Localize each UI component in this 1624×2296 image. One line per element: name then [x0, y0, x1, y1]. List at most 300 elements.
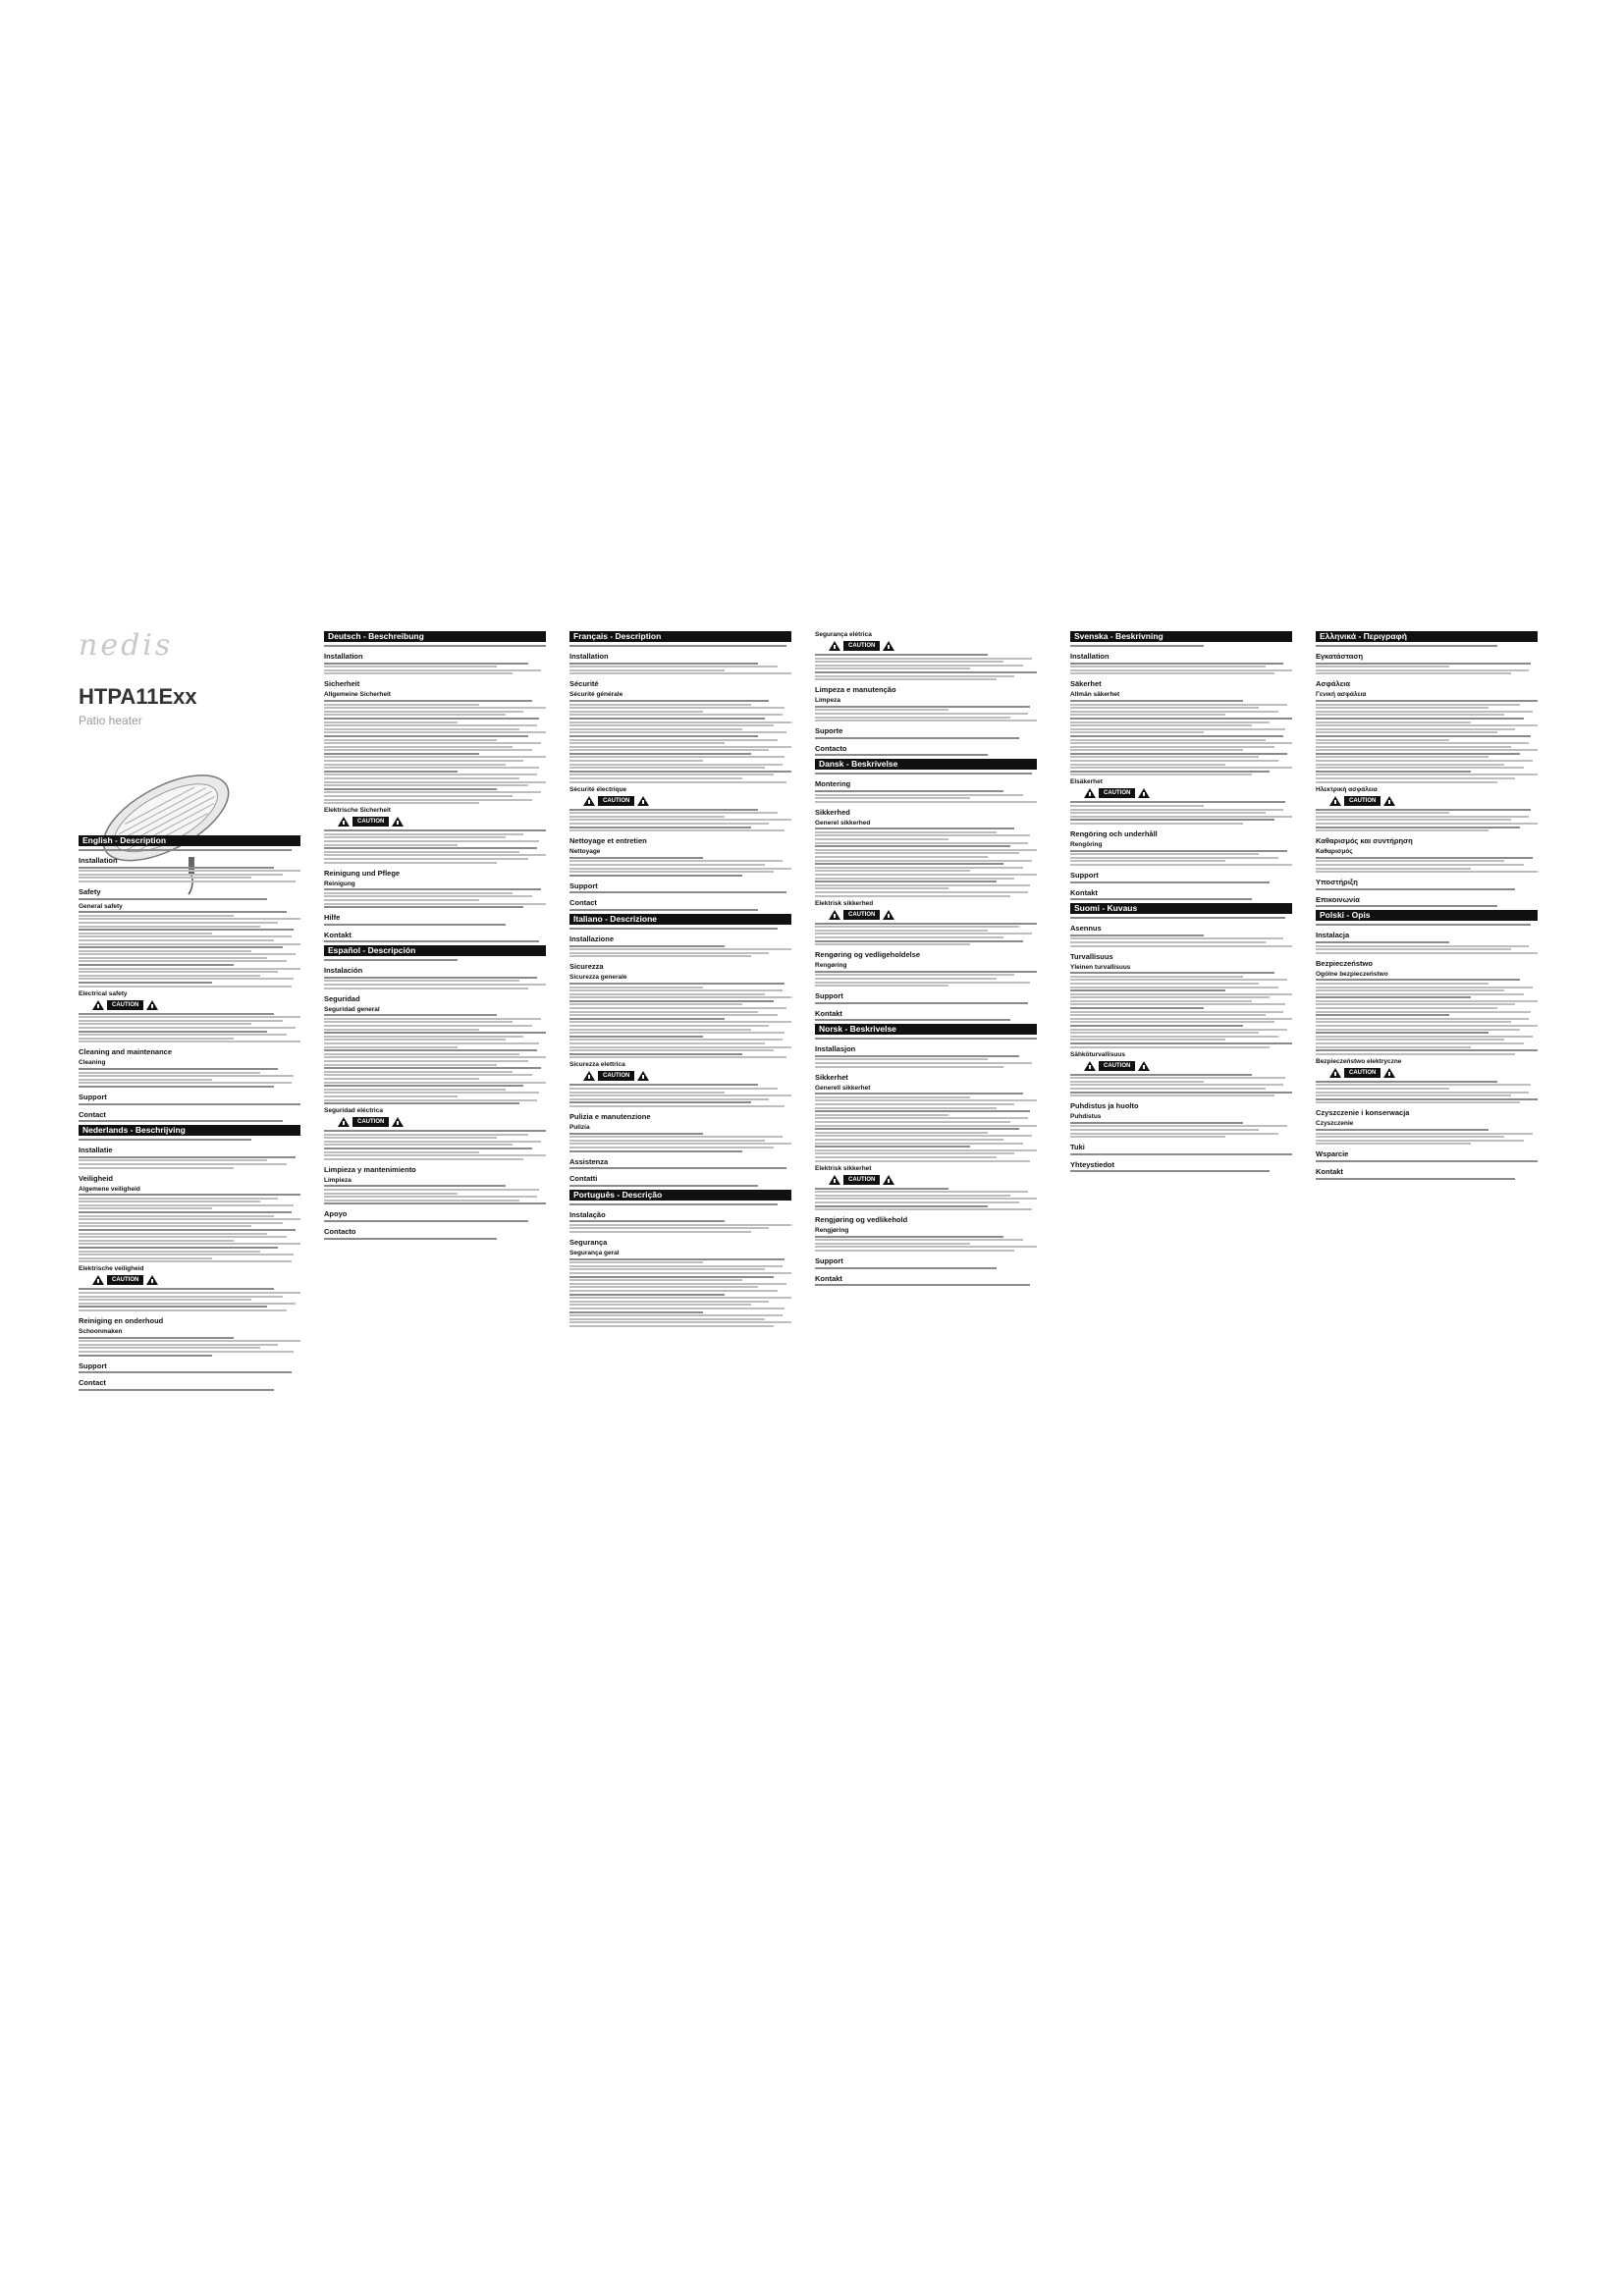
text-line: [569, 1318, 765, 1320]
text-line: [1316, 774, 1538, 775]
language-header-bar: Português - Descrição: [569, 1190, 791, 1201]
section-subheading: Pulizia: [569, 1123, 590, 1131]
section-heading: Instalação: [569, 1209, 606, 1219]
text-line: [1070, 972, 1274, 974]
text-line: [1070, 700, 1243, 702]
text-line: [324, 795, 513, 797]
language-section: [1316, 910, 1538, 1179]
section-heading: Support: [79, 1361, 107, 1370]
text-line: [569, 731, 786, 733]
text-line: [1070, 937, 1283, 939]
text-line: [1070, 707, 1259, 709]
text-line: [324, 1074, 532, 1076]
text-line: [324, 799, 532, 801]
section-heading: Kontakt: [815, 1008, 842, 1018]
text-line: [815, 1093, 1023, 1095]
text-line: [815, 1188, 948, 1190]
text-line: [1316, 1049, 1538, 1051]
text-line: [1316, 1129, 1489, 1131]
section-subheading: Reinigung: [324, 880, 355, 887]
text-line: [569, 948, 791, 950]
language-header-bar: Español - Descripción: [324, 945, 546, 956]
language-section: [569, 914, 791, 1187]
text-line: [79, 935, 292, 937]
text-line: [1070, 996, 1270, 998]
text-line: [324, 1102, 519, 1104]
text-line: [815, 1149, 1037, 1151]
caution-warning: [1329, 1068, 1538, 1078]
text-line: [1316, 1095, 1511, 1096]
text-line: [79, 960, 287, 962]
text-line: [815, 860, 1032, 862]
caution-label: CAUTION: [843, 910, 880, 920]
text-line: [1070, 976, 1243, 978]
text-line: [1070, 672, 1274, 674]
text-line: [79, 881, 296, 882]
text-line: [569, 1098, 769, 1100]
text-line: [569, 774, 774, 775]
text-line: [1070, 983, 1259, 985]
text-line: [569, 1279, 742, 1281]
text-line: [569, 1227, 769, 1229]
section-heading: Yhteystiedot: [1070, 1159, 1115, 1169]
section-heading: Limpeza e manutenção: [815, 685, 896, 695]
text-line: [1070, 753, 1287, 755]
section-heading: Contacto: [324, 1227, 356, 1236]
text-line: [1070, 1084, 1283, 1086]
text-line: [1316, 829, 1489, 831]
text-line: [569, 989, 783, 991]
text-line: [324, 1046, 458, 1048]
text-line: [324, 1193, 458, 1195]
section-heading: Reiniging en onderhoud: [79, 1315, 164, 1325]
text-line: [815, 1156, 997, 1158]
text-line: [815, 849, 1037, 851]
text-line: [79, 1082, 292, 1084]
text-line: [324, 802, 479, 804]
section-subheading: Elektrische Sicherheit: [324, 807, 391, 815]
text-line: [1070, 1081, 1204, 1083]
text-line: [815, 1114, 948, 1116]
text-line: [1316, 704, 1520, 706]
text-column-2: [324, 628, 546, 1241]
text-line: [569, 760, 703, 762]
text-line: [1316, 707, 1489, 709]
text-line: [1316, 827, 1520, 828]
text-line: [1316, 718, 1524, 720]
text-line: [79, 1086, 274, 1088]
text-line: [324, 700, 532, 702]
text-line: [324, 840, 539, 842]
text-line: [79, 943, 300, 945]
text-line: [1070, 898, 1252, 900]
section-heading: Segurança: [569, 1238, 608, 1248]
section-heading: Contact: [79, 1109, 106, 1119]
text-line: [569, 1167, 786, 1169]
text-line: [569, 1105, 785, 1107]
section-heading: Asennus: [1070, 924, 1102, 934]
text-line: [79, 1222, 283, 1224]
text-line: [324, 984, 546, 986]
text-line: [569, 663, 758, 665]
text-line: [569, 1136, 783, 1138]
text-line: [324, 851, 519, 853]
text-line: [1070, 1039, 1225, 1041]
text-line: [569, 1000, 774, 1002]
text-line: [324, 1200, 519, 1201]
text-line: [815, 665, 1023, 667]
text-line: [569, 1007, 786, 1009]
text-line: [79, 911, 287, 913]
text-line: [569, 1046, 791, 1048]
text-line: [1316, 979, 1520, 981]
section-heading: Reinigung und Pflege: [324, 868, 401, 878]
warning-triangle-icon: [1084, 1061, 1096, 1071]
text-line: [324, 1071, 513, 1073]
language-header-bar: Suomi - Kuvaus: [1070, 903, 1292, 914]
text-line: [569, 666, 778, 667]
caution-label: CAUTION: [107, 1275, 143, 1285]
text-line: [1070, 1011, 1283, 1013]
text-line: [79, 953, 296, 955]
text-line: [79, 1156, 296, 1158]
text-line: [1070, 760, 1278, 762]
language-header-bar: Norsk - Beskrivelse: [815, 1024, 1037, 1035]
section-heading: Sicurezza: [569, 962, 604, 972]
text-line: [1070, 1074, 1252, 1076]
text-line: [569, 955, 751, 957]
text-line: [1070, 917, 1285, 919]
text-line: [815, 1250, 1014, 1252]
text-line: [569, 714, 783, 716]
text-line: [1316, 924, 1531, 926]
section-subheading: Rengøring: [815, 962, 847, 970]
caution-warning: [583, 1071, 791, 1081]
text-line: [324, 1042, 539, 1044]
text-line: [79, 1351, 294, 1353]
text-line: [1316, 1011, 1531, 1013]
text-line: [324, 1082, 546, 1084]
text-line: [815, 985, 948, 987]
text-line: [79, 1355, 212, 1357]
language-section: [815, 631, 1037, 756]
text-line: [815, 1110, 1030, 1112]
language-header-bar: Deutsch - Beschreibung: [324, 631, 546, 642]
text-line: [324, 844, 458, 846]
text-line: [815, 1107, 997, 1109]
text-line: [569, 753, 751, 755]
section-subheading: Segurança geral: [569, 1250, 620, 1257]
text-line: [324, 1036, 523, 1038]
text-line: [1316, 714, 1504, 716]
text-line: [815, 671, 1037, 673]
text-line: [79, 1225, 251, 1227]
text-line: [815, 1096, 970, 1098]
text-line: [569, 1276, 774, 1278]
text-line: [324, 724, 537, 726]
text-line: [569, 718, 765, 720]
text-line: [1316, 663, 1531, 665]
language-header-bar: Italiano - Descrizione: [569, 914, 791, 925]
section-heading: Montering: [815, 779, 851, 789]
text-line: [1316, 871, 1538, 873]
text-line: [815, 1128, 1019, 1130]
text-line: [1316, 1007, 1497, 1009]
caution-warning: [1084, 1061, 1292, 1071]
section-subheading: Sähköturvallisuus: [1070, 1050, 1125, 1058]
warning-triangle-icon: [583, 1071, 595, 1081]
text-line: [79, 1023, 251, 1025]
text-line: [324, 988, 528, 989]
section-heading: Bezpieczeństwo: [1316, 958, 1373, 968]
text-line: [815, 1146, 970, 1148]
text-line: [815, 667, 970, 669]
text-line: [815, 1191, 1028, 1193]
text-line: [815, 842, 1028, 844]
caution-label: CAUTION: [1344, 796, 1380, 806]
text-line: [324, 1049, 537, 1051]
text-line: [1070, 1125, 1287, 1127]
text-line: [1070, 853, 1259, 855]
text-line: [79, 1296, 283, 1298]
text-line: [1316, 1036, 1533, 1038]
section-heading: Rengöring och underhåll: [1070, 829, 1158, 838]
text-line: [569, 742, 725, 744]
section-heading: Apoyo: [324, 1209, 348, 1219]
text-line: [1316, 1101, 1520, 1103]
text-line: [815, 831, 997, 833]
text-line: [815, 1066, 1003, 1068]
text-line: [1070, 731, 1204, 733]
text-line: [1070, 728, 1285, 730]
text-line: [324, 749, 532, 751]
language-section: [1070, 903, 1292, 1172]
section-subheading: Elektrische veiligheid: [79, 1265, 144, 1273]
text-line: [1070, 945, 1292, 947]
section-subheading: General safety: [79, 902, 123, 910]
section-heading: Installatie: [79, 1146, 113, 1155]
text-line: [815, 936, 1003, 938]
text-line: [79, 849, 292, 851]
text-line: [815, 675, 1014, 677]
text-line: [815, 1103, 1014, 1105]
text-line: [324, 862, 497, 864]
section-subheading: Nettoyage: [569, 848, 601, 856]
text-line: [569, 724, 774, 726]
text-line: [79, 877, 251, 879]
text-line: [815, 838, 948, 840]
text-line: [1316, 905, 1497, 907]
text-line: [569, 1133, 703, 1135]
text-line: [324, 1130, 546, 1132]
text-line: [324, 1092, 539, 1094]
section-heading: Contacto: [815, 743, 847, 753]
language-section: [1316, 631, 1538, 907]
text-line: [1070, 711, 1278, 713]
text-line: [569, 1056, 786, 1058]
text-line: [79, 1068, 278, 1070]
text-line: [569, 993, 765, 995]
text-line: [79, 1194, 300, 1196]
text-line: [815, 1243, 970, 1245]
text-line: [1070, 721, 1270, 723]
section-subheading: Generel sikkerhed: [815, 819, 871, 827]
text-line: [815, 1208, 1032, 1210]
text-line: [569, 1095, 791, 1096]
section-heading: Säkerhet: [1070, 679, 1102, 689]
text-line: [569, 829, 785, 831]
section-heading: Veiligheid: [79, 1173, 114, 1183]
text-line: [569, 746, 791, 748]
text-line: [569, 909, 758, 911]
warning-triangle-icon: [637, 1071, 649, 1081]
text-line: [1070, 739, 1266, 741]
text-line: [79, 1211, 292, 1213]
text-line: [1316, 764, 1504, 766]
text-line: [324, 1056, 546, 1058]
text-line: [324, 1202, 546, 1204]
text-line: [569, 857, 703, 859]
warning-triangle-icon: [146, 1275, 158, 1285]
language-section: [815, 759, 1037, 1021]
text-line: [815, 940, 1023, 942]
text-line: [1070, 805, 1204, 807]
warning-triangle-icon: [637, 796, 649, 806]
text-line: [1316, 868, 1471, 870]
text-line: [815, 678, 997, 680]
text-line: [324, 774, 537, 775]
section-subheading: Καθαρισμός: [1316, 848, 1353, 856]
text-line: [569, 860, 783, 862]
section-heading: Wsparcie: [1316, 1149, 1349, 1159]
warning-triangle-icon: [1084, 788, 1096, 798]
text-line: [569, 812, 778, 814]
section-subheading: Segurança elétrica: [815, 631, 872, 638]
text-line: [569, 1140, 765, 1142]
text-line: [569, 1297, 791, 1299]
text-line: [1070, 1129, 1259, 1131]
text-line: [1070, 645, 1204, 647]
text-line: [569, 816, 725, 818]
text-line: [569, 1203, 778, 1205]
section-subheading: Rengjøring: [815, 1227, 849, 1235]
section-heading: Support: [569, 881, 598, 890]
text-line: [1070, 746, 1274, 748]
text-line: [1316, 749, 1538, 751]
text-line: [1070, 801, 1285, 803]
text-line: [324, 777, 519, 779]
section-heading: Seguridad: [324, 993, 360, 1003]
text-line: [79, 1013, 274, 1015]
text-line: [569, 1003, 742, 1005]
text-line: [79, 1347, 260, 1349]
text-line: [815, 1038, 1037, 1040]
text-line: [79, 867, 274, 869]
text-line: [1316, 711, 1533, 713]
text-line: [79, 1254, 294, 1255]
text-line: [324, 1039, 506, 1041]
text-line: [324, 1196, 537, 1198]
section-heading: Sécurité: [569, 679, 599, 689]
text-line: [569, 1304, 751, 1306]
section-heading: Turvallisuus: [1070, 951, 1113, 961]
text-line: [79, 1103, 300, 1105]
text-line: [1070, 823, 1243, 825]
language-header-bar: Dansk - Beskrivelse: [815, 759, 1037, 770]
warning-triangle-icon: [829, 910, 840, 920]
text-line: [79, 1240, 234, 1242]
text-line: [815, 974, 1014, 976]
text-line: [569, 1268, 765, 1270]
section-heading: Tuki: [1070, 1143, 1085, 1152]
text-line: [324, 645, 546, 647]
text-line: [569, 781, 786, 783]
text-line: [1070, 1000, 1252, 1002]
text-line: [79, 874, 283, 876]
text-line: [1070, 812, 1266, 814]
warning-triangle-icon: [1329, 796, 1341, 806]
text-line: [324, 714, 506, 716]
text-column-6: [1316, 628, 1538, 1181]
text-line: [324, 1085, 523, 1087]
text-line: [569, 1084, 758, 1086]
text-line: [815, 891, 1028, 893]
text-line: [1070, 1133, 1278, 1135]
text-line: [324, 711, 523, 713]
text-line: [815, 923, 1037, 925]
caution-warning: [829, 641, 1037, 651]
text-line: [815, 1284, 1030, 1286]
text-line: [815, 794, 1023, 796]
warning-triangle-icon: [1138, 1061, 1150, 1071]
text-line: [815, 1152, 1014, 1154]
text-line: [815, 887, 948, 889]
text-line: [1316, 996, 1471, 998]
text-line: [324, 829, 546, 831]
section-subheading: Algemene veiligheid: [79, 1185, 140, 1193]
text-line: [569, 928, 778, 930]
caution-warning: [1329, 796, 1538, 806]
text-line: [1316, 1021, 1511, 1023]
text-line: [815, 1019, 1010, 1021]
text-line: [1070, 724, 1252, 726]
text-line: [569, 700, 769, 702]
text-line: [569, 764, 783, 766]
text-line: [1316, 987, 1533, 988]
text-line: [569, 1224, 791, 1226]
text-line: [569, 1283, 786, 1285]
text-line: [569, 1325, 774, 1327]
caution-warning: [92, 1000, 300, 1010]
text-line: [79, 1207, 212, 1209]
text-line: [1316, 1092, 1529, 1094]
text-line: [1070, 941, 1266, 943]
text-line: [324, 663, 528, 665]
text-line: [1070, 1153, 1292, 1155]
section-heading: Sicherheit: [324, 679, 360, 689]
text-line: [569, 868, 791, 870]
text-line: [1070, 850, 1287, 852]
language-section: [79, 1125, 300, 1391]
text-line: [1070, 1007, 1204, 1009]
text-line: [1316, 728, 1515, 730]
caution-label: CAUTION: [598, 796, 634, 806]
section-subheading: Allgemeine Sicherheit: [324, 691, 391, 699]
language-header-bar: Polski - Opis: [1316, 910, 1538, 921]
text-line: [79, 968, 300, 970]
section-heading: Sikkerhed: [815, 807, 850, 817]
section-heading: Installasjon: [815, 1044, 856, 1054]
